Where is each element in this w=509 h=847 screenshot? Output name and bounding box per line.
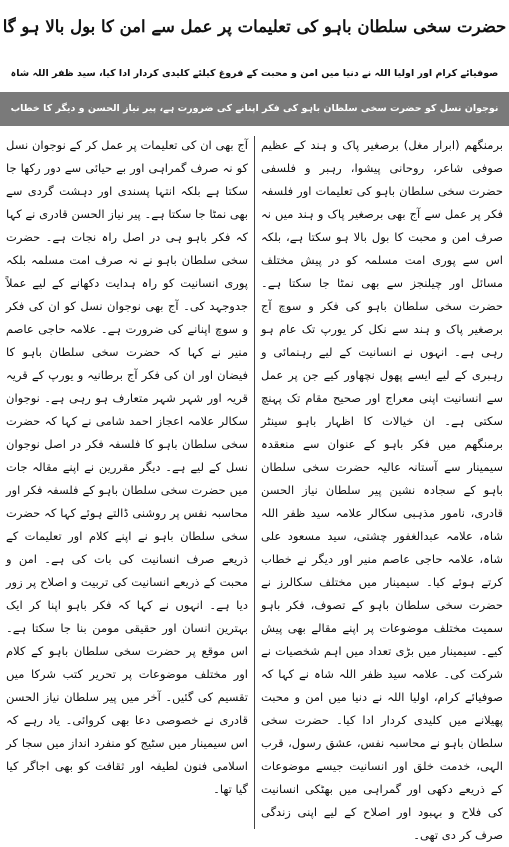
article-columns bbox=[6, 134, 503, 842]
highlight-strip: نوجوان نسل کو حضرت سخی سلطان باہو کی فکر اپنانے کی ضرورت ہے، پیر نیاز الحسن و دیگر کا خطاب bbox=[0, 92, 509, 126]
subheadline: صوفیائے کرام اور اولیا اللہ نے دنیا میں امن و محبت کے فروغ کیلئے کلیدی کردار ادا کیا، سید ظفر اللہ شاہ bbox=[10, 68, 499, 80]
column-divider bbox=[254, 136, 255, 829]
article-text-right: برمنگھم (ابرار مغل) برصغیر پاک و ہند کے عظیم صوفی شاعر، روحانی پیشوا، رہبر و فلسفی حضرت سخی سلطان باہو کی تعلیمات اور فلسفہ فکر پر عمل سے آج بھی برصغیر پاک و ہند میں نہ صرف امن و محبت کا بول بالا ہو سکتا ہے، بلکہ اس سے پوری امت مسلمہ کو در پیش مختلف مسائل اور چیلنجز سے بھی نمٹا جا سکتا ہے۔ حضرت سخی سلطان باہو کی فکر و سوچ آج برصغیر پاک و ہند سے نکل کر یورپ تک عام ہو رہی ہے۔ انہوں نے انسانیت کے لیے رہنمائی و رہبری کے لیے ایسے پھول نچھاور کیے جن پر عمل سے انسانیت اپنی معراج اور صحیح مقام تک پہنچ سکتی ہے۔ ان خیالات کا اظہار باہو سینٹر برمنگھم میں فکر باہو کے عنوان سے منعقدہ سیمینار سے آستانہ عالیہ حضرت سخی سلطان باہو کے سجادہ نشین پیر سلطان نیاز الحسن قادری، نامور مذہبی سکالر علامہ سید ظفر اللہ شاہ، علامہ عبدالغفور چشتی، سید مسعود علی شاہ، علامہ حاجی عاصم منیر اور دیگر نے خطاب کرتے ہوئے کیا۔ سیمینار میں مختلف سکالرز نے حضرت سخی سلطان باہو کے تصوف، فکر باہو سمیت مختلف موضوعات پر اپنے مقالے بھی پیش کیے۔ سیمینار میں بڑی تعداد میں اہم شخصیات نے شرکت کی۔ علامہ سید ظفر اللہ شاہ نے کہا کہ صوفیائے کرام، اولیا اللہ نے دنیا میں امن و محبت پھیلانے میں کلیدی کردار ادا کیا۔ حضرت سخی سلطان باہو نے محاسبہ نفس، عشق رسول، قرب الہی، خدمت خلق اور انسانیت جیسے موضوعات کے ذریعے دکھی اور گمراہی میں بھٹکی انسانیت کی فلاح و بہبود اور اصلاح کے لیے اپنی زندگی صرف کر دی تھی۔ bbox=[261, 138, 503, 842]
headline: حضرت سخی سلطان باہو کی تعلیمات پر عمل سے امن کا بول بالا ہو گا bbox=[2, 16, 507, 36]
article-column-right bbox=[261, 134, 503, 842]
article-text-left: آج بھی ان کی تعلیمات پر عمل کر کے نوجوان نسل کو نہ صرف گمراہی اور بے حیائی سے دور رکھا جا سکتا ہے بلکہ انتہا پسندی اور دہشت گردی سے بھی نمٹا جا سکتا ہے۔ پیر نیاز الحسن قادری نے کہا کہ فکر باہو ہی در اصل راہ نجات ہے۔ حضرت سخی سلطان باہو نے نہ صرف امت مسلمہ بلکہ پوری انسانیت کو راہ ہدایت دکھانے کے لیے عملاً جدوجہد کی۔ آج بھی نوجوان نسل کو ان کی فکر و سوچ اپنانے کی ضرورت ہے۔ علامہ حاجی عاصم منیر نے کہا کہ حضرت سخی سلطان باہو کا فیضان اور ان کی فکر آج برطانیہ و یورپ کے قریہ قریہ اور شہر شہر متعارف ہو رہی ہے۔ نوجوان سکالر علامہ اعجاز احمد شامی نے کہا کہ حضرت سخی سلطان باہو کا فلسفہ فکر در اصل نوجوان نسل کے لیے ہے۔ دیگر مقررین نے اپنے مقالہ جات میں حضرت سخی سلطان باہو کے فلسفہ فکر اور محاسبہ نفس پر روشنی ڈالتے ہوئے کہا کہ حضرت سخی سلطان باہو نے اپنے کلام اور تعلیمات کے ذریعے صرف انسانیت کی بات کی ہے۔ امن و محبت کے ذریعے انسانیت کی تربیت و اصلاح پر زور دیا ہے۔ انہوں نے کہا کہ فکر باہو اپنا کر ایک بہترین انسان اور حقیقی مومن بنا جا سکتا ہے۔ اس موقع پر حضرت سخی سلطان باہو کے کلام اور مختلف موضوعات پر تحریر کتب شرکا میں تقسیم کی گئیں۔ آخر میں پیر سلطان نیاز الحسن قادری نے خصوصی دعا بھی کروائی۔ یاد رہے کہ اس سیمینار میں سٹیج کو منفرد انداز میں سجا کر اسلامی فنون لطیفہ اور ثقافت کو بھی اجاگر کیا گیا تھا۔ bbox=[6, 138, 248, 796]
article-column-left bbox=[6, 134, 248, 829]
